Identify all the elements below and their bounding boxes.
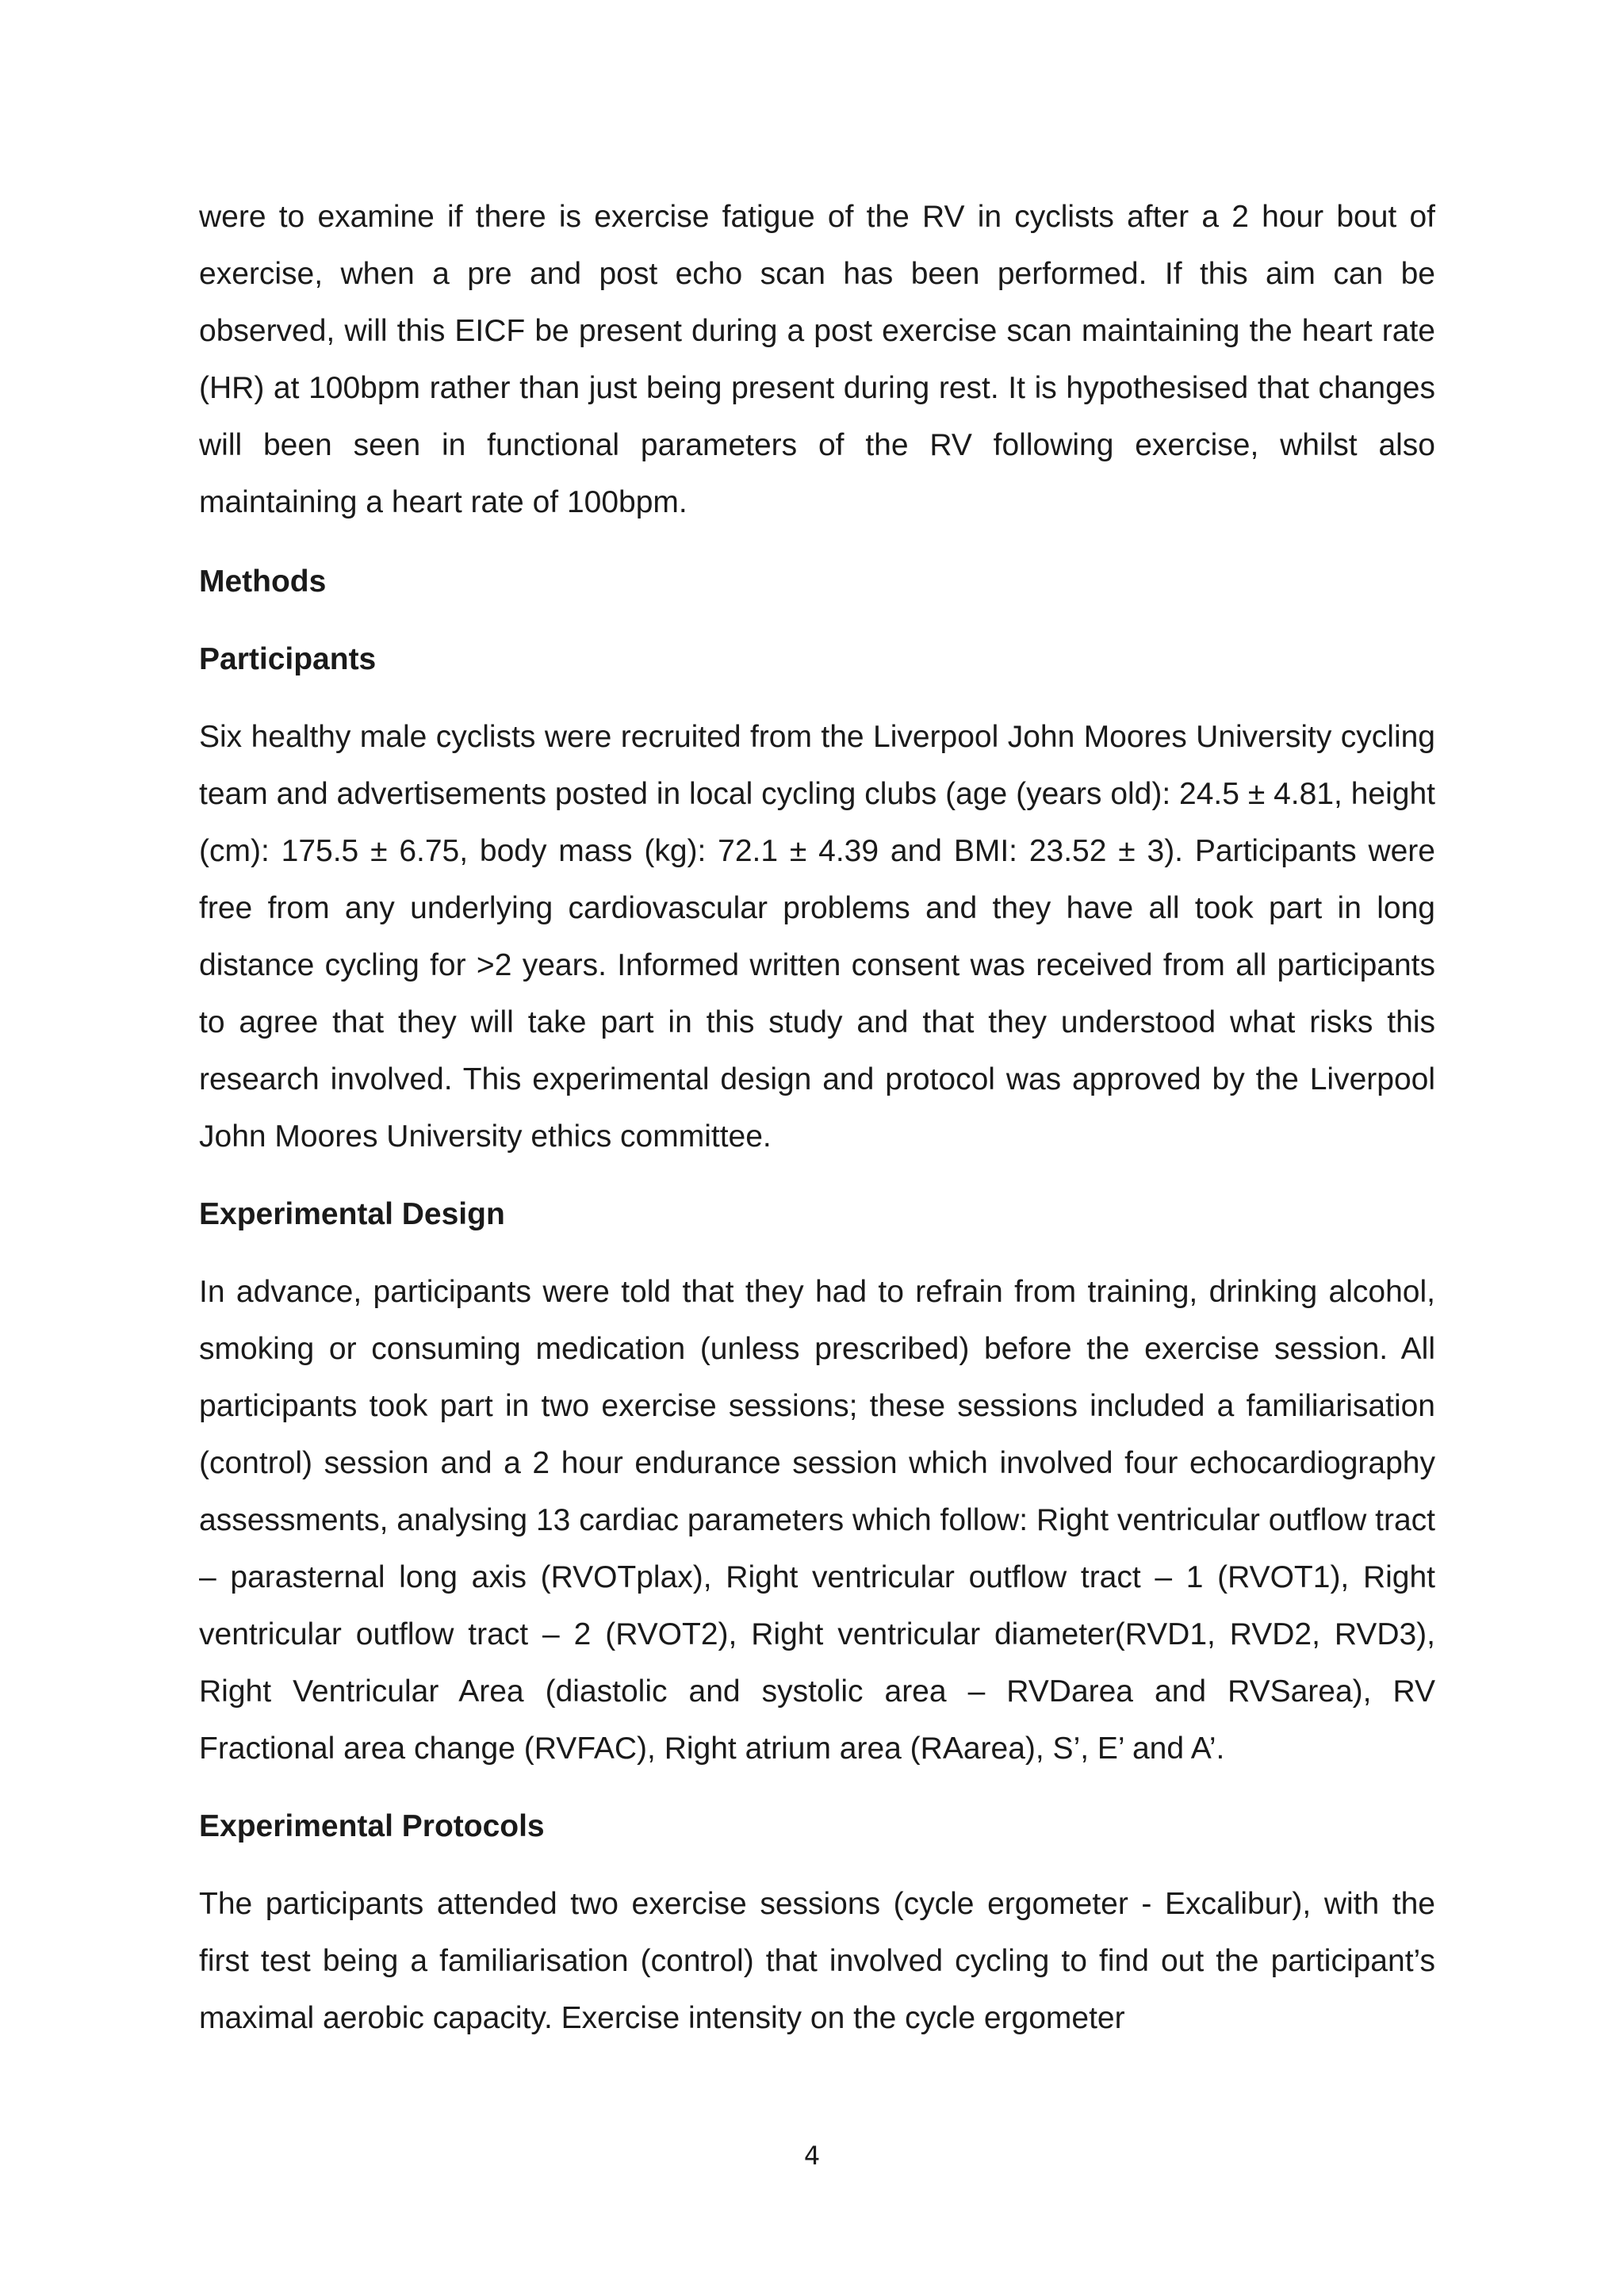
experimental-design-heading: Experimental Design — [199, 1197, 505, 1231]
page-number: 4 — [803, 2141, 821, 2171]
intro-paragraph: were to examine if there is exercise fatigue of the RV in cyclists after a 2 hour bout of exercise, when a pre and post echo scan has been performed. If this aim can be observed, will this EICF be present during a post exercise scan maintaining the heart rate (HR) at 100bpm rather than just being present during rest. It is hypothesised that changes will been seen in functional parameters of the RV following exercise, whilst also maintaining a heart rate of 100bpm. — [199, 200, 1435, 519]
experimental-design-paragraph: In advance, participants were told that they had to refrain from training, drinking alcohol, smoking or consuming medication (unless prescribed) before the exercise session. All participants took part in two exercise sessions; these sessions included a familiarisation (control) session and a 2 hour endurance session which involved four echocardiography assessments, analysing 13 cardiac parameters which follow: Right ventricular outflow tract – parasternal long axis (RVOTplax), Right ventricular outflow tract – 1 (RVOT1), Right ventricular outflow tract – 2 (RVOT2), Right ventricular diameter(RVD1, RVD2, RVD3), Right Ventricular Area (diastolic and systolic area – RVDarea and RVSarea), RV Fractional area change (RVFAC), Right atrium area (RAarea), S’, E’ and A’. — [199, 1275, 1435, 1766]
methods-heading: Methods — [199, 564, 327, 599]
experimental-protocols-paragraph: The participants attended two exercise sessions (cycle ergometer - Excalibur), with the first test being a familiarisation (control) that involved cycling to find out the participant’s maximal aerobic capacity. Exercise intensity on the cycle ergometer — [199, 1887, 1435, 2035]
participants-heading: Participants — [199, 642, 377, 676]
experimental-protocols-heading: Experimental Protocols — [199, 1809, 545, 1843]
participants-paragraph: Six healthy male cyclists were recruited from the Liverpool John Moores University cycling team and advertisements posted in local cycling clubs (age (years old): 24.5 ± 4.81, height (cm): 175.5 ± 6.75, body mass (kg): 72.1 ± 4.39 and BMI: 23.52 ± 3). Participants were free from any underlying cardiovascular problems and they have all took part in long distance cycling for >2 years. Informed written consent was received from all participants to agree that they will take part in this study and that they understood what risks this research involved. This experimental design and protocol was approved by the Liverpool John Moores University ethics committee. — [199, 720, 1435, 1154]
page-body — [199, 189, 1435, 2047]
